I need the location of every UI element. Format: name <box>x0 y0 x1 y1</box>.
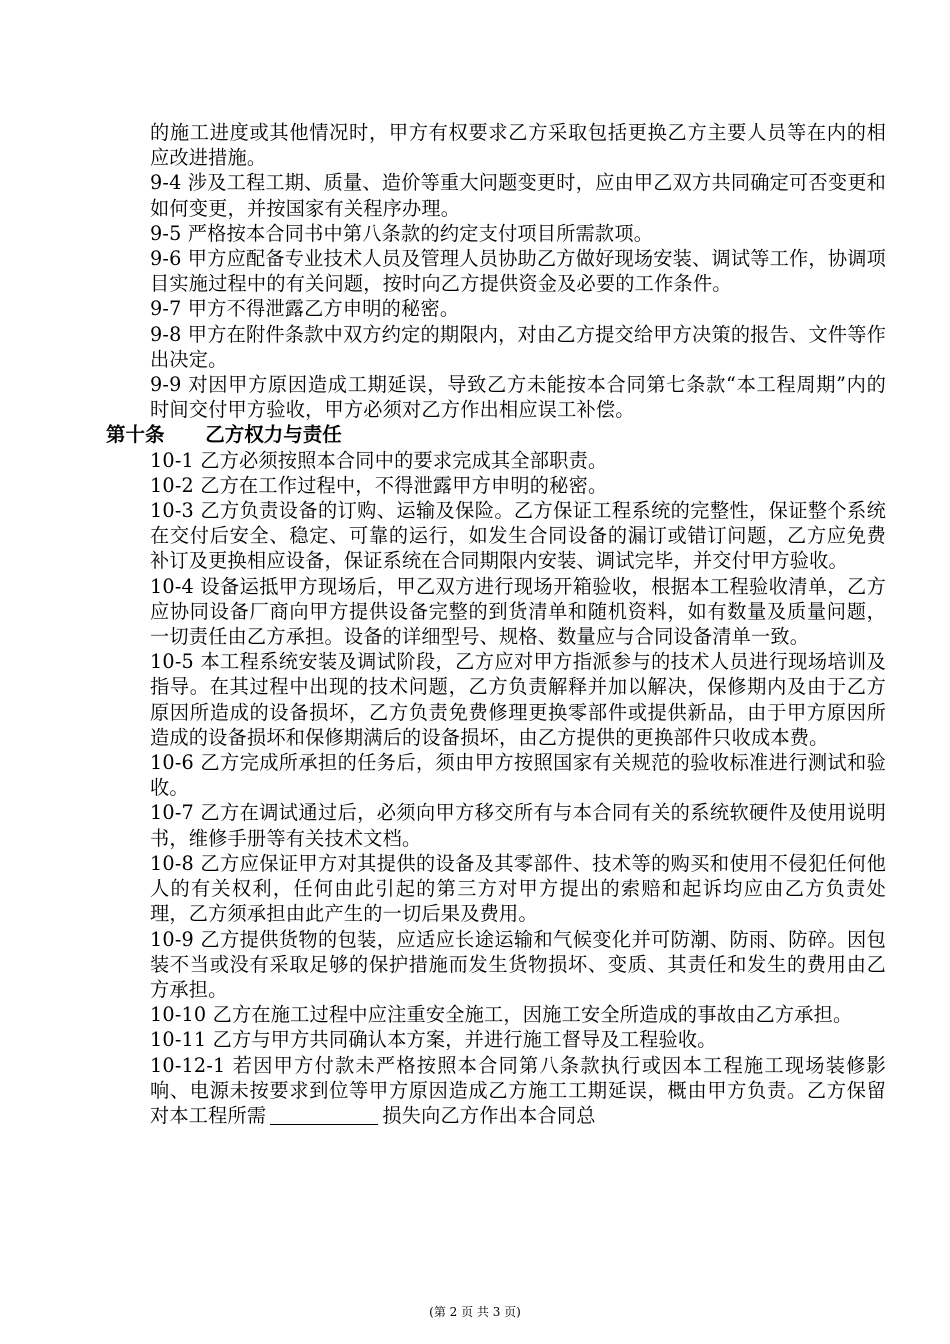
clause-10-1: 10-1 乙方必须按照本合同中的要求完成其全部职责。 <box>150 448 608 472</box>
clause-9-6: 9-6 甲方应配备专业技术人员及管理人员协助乙方做好现场安装、调试等工作，协调项目实施过程中的有关问题，按时向乙方提供资金及必要的工作条件。 <box>150 247 886 296</box>
clause-9-9: 9-9 对因甲方原因造成工期延误，导致乙方未能按本合同第七条款“本工程周期”内的时间交付甲方验收，甲方必须对乙方作出相应误工补偿。 <box>150 373 886 422</box>
clause-paragraph: 的施工进度或其他情况时，甲方有权要求乙方采取包括更换乙方主要人员等在内的相应改进措施。 <box>150 121 886 170</box>
page-footer: (第 2 页 共 3 页) <box>429 1305 521 1319</box>
clause-9-5: 9-5 严格按本合同书中第八条款的约定支付项目所需款项。 <box>150 221 654 245</box>
clause-10-11: 10-11 乙方与甲方共同确认本方案，并进行施工督导及工程验收。 <box>150 1028 717 1052</box>
section-heading: 第十条 乙方权力与责任 <box>106 423 342 447</box>
clause-10-5: 10-5 本工程系统安装及调试阶段，乙方应对甲方指派参与的技术人员进行现场培训及指导。在其过程中出现的技术问题，乙方负责解释并加以解决，保修期内及由于乙方原因所造成的设备损坏，乙方负责免费修理更换零部件或提供新品，由于甲方原因所造成的设备损坏和保修期满后的设备损坏，由乙方提供的更换部件只收成本费。 <box>150 650 886 749</box>
clause-10-6: 10-6 乙方完成所承担的任务后，须由甲方按照国家有关规范的验收标准进行测试和验收。 <box>150 751 886 800</box>
clause-10-4: 10-4 设备运抵甲方现场后，甲乙双方进行现场开箱验收，根据本工程验收清单，乙方应协同设备厂商向甲方提供设备完整的到货清单和随机资料，如有数量及质量问题，一切责任由乙方承担。设备的详细型号、规格、数量应与合同设备清单一致。 <box>150 574 886 649</box>
clause-9-7: 9-7 甲方不得泄露乙方申明的秘密。 <box>150 297 460 321</box>
contract-body <box>106 120 886 1128</box>
clause-text-before-blank: 10-12-1 若因甲方付款未严格按照本合同第八条款执行或因本工程施工现场装修影响、电源未按要求到位等甲方原因造成乙方施工工期延误，概由甲方负责。乙方保留对本工程所需 <box>150 1053 886 1127</box>
clause-10-2: 10-2 乙方在工作过程中，不得泄露甲方申明的秘密。 <box>150 473 608 497</box>
clause-10-10: 10-10 乙方在施工过程中应注重安全施工，因施工安全所造成的事故由乙方承担。 <box>150 1003 853 1027</box>
clause-text-after-blank: 损失向乙方作出本合同总 <box>382 1103 596 1127</box>
clause-10-3: 10-3 乙方负责设备的订购、运输及保险。乙方保证工程系统的完整性，保证整个系统在交付后安全、稳定、可靠的运行，如发生合同设备的漏订或错订问题，乙方应免费补订及更换相应设备，保证系统在合同期限内安装、调试完毕，并交付甲方验收。 <box>150 499 886 573</box>
clause-10-12-1 <box>106 1053 886 1129</box>
clause-10-7: 10-7 乙方在调试通过后，必须向甲方移交所有与本合同有关的系统软硬件及使用说明书，维修手册等有关技术文档。 <box>150 801 886 850</box>
clause-9-8: 9-8 甲方在附件条款中双方约定的期限内，对由乙方提交给甲方决策的报告、文件等作出决定。 <box>150 322 886 371</box>
clause-9-4: 9-4 涉及工程工期、质量、造价等重大问题变更时，应由甲乙双方共同确定可否变更和如何变更，并按国家有关程序办理。 <box>150 171 886 220</box>
clause-10-9: 10-9 乙方提供货物的包装，应适应长途运输和气候变化并可防潮、防雨、防碎。因包装不当或没有采取足够的保护措施而发生货物损坏、变质、其责任和发生的费用由乙方承担。 <box>150 927 886 1001</box>
fill-in-blank <box>270 1106 378 1125</box>
clause-10-8: 10-8 乙方应保证甲方对其提供的设备及其零部件、技术等的购买和使用不侵犯任何他人的有关权利，任何由此引起的第三方对甲方提出的索赔和起诉均应由乙方负责处理，乙方须承担由此产生的一切后果及费用。 <box>150 851 886 926</box>
